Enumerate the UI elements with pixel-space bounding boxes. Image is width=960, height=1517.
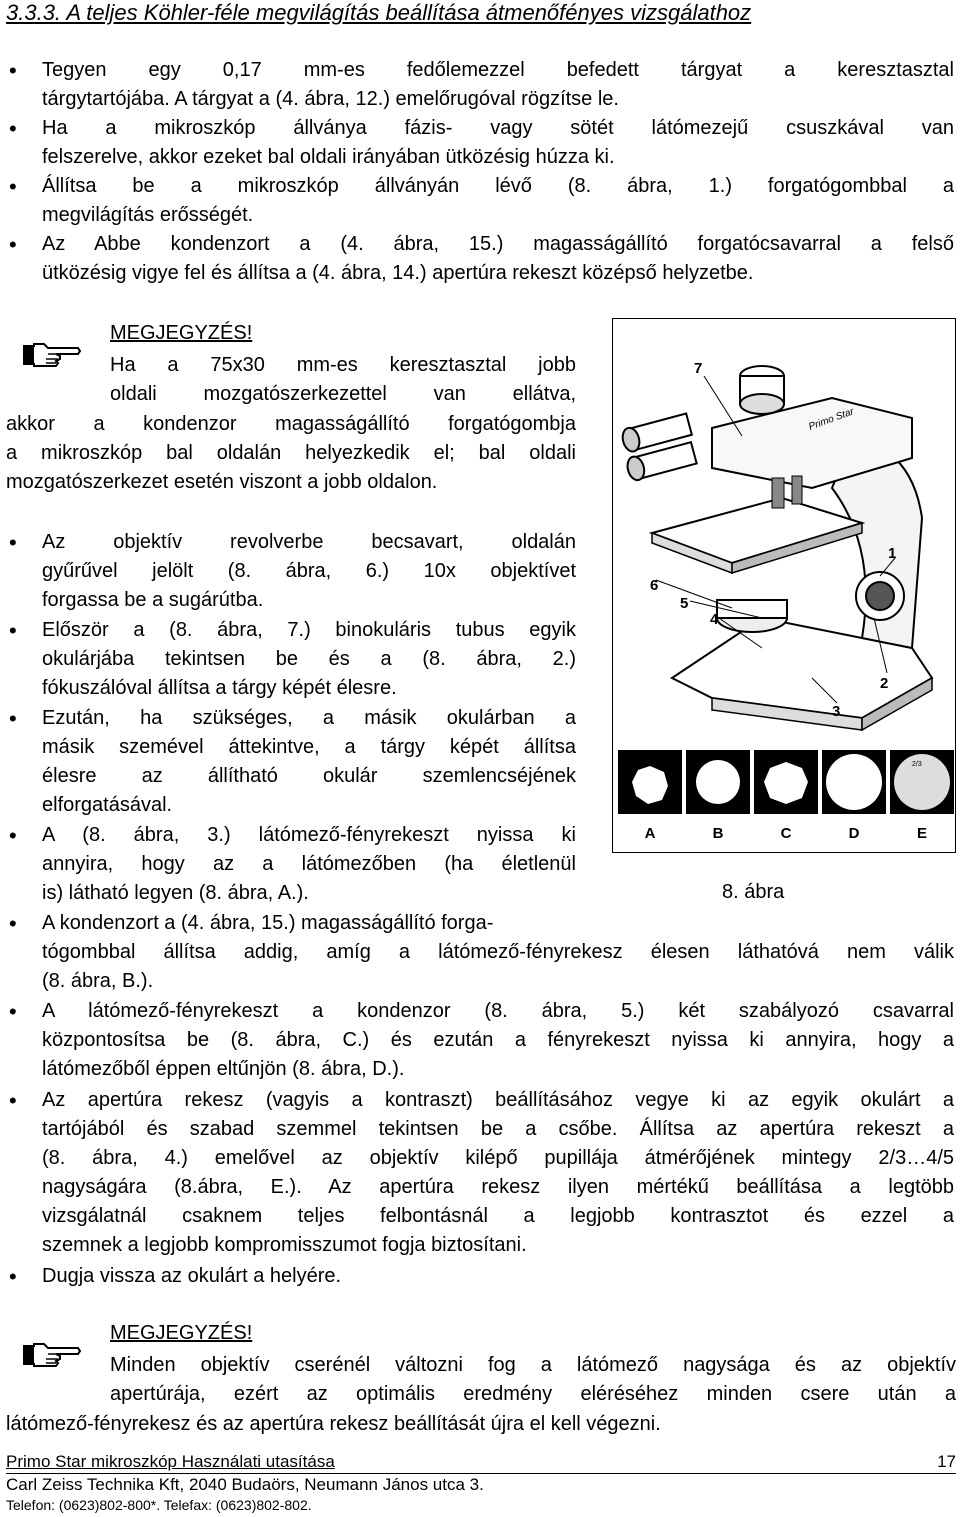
list-item-cont: vizsgálatnál csaknem teljes felbontásnál a legjobb kontrasztot és ezzel a	[42, 1205, 954, 1227]
panel-label: E	[916, 825, 928, 842]
callout-label: 3	[832, 703, 841, 720]
pointing-hand-icon	[22, 340, 82, 370]
list-item-cont: élesre az állítható okulár szemlencséjének	[42, 765, 576, 787]
callout-label: 4	[710, 611, 719, 628]
microscope-figure	[612, 318, 956, 853]
note-line: Ha a 75x30 mm-es keresztasztal jobb	[110, 354, 576, 376]
list-item-cont: (8. ábra, B.).	[42, 970, 154, 992]
list-item-cont: okulárjába tekintsen be és a (8. ábra, 2.)	[42, 648, 576, 670]
list-item-cont: felszerelve, akkor ezeket bal oldali irányában ütközésig húzza ki.	[42, 146, 615, 168]
list-item: • Az Abbe kondenzort a (4. ábra, 15.) magasságállító forgatócsavarral a felső	[42, 230, 954, 259]
footer-address: Carl Zeiss Technika Kft, 2040 Budaörs, Neumann János utca 3.	[6, 1475, 484, 1494]
list-item: • Dugja vissza az okulárt a helyére.	[42, 1262, 341, 1291]
section-heading: 3.3.3. A teljes Köhler-féle megvilágítás beállítása átmenőfényes vizsgálathoz	[6, 0, 752, 25]
note-line: apertúrája, ezért az optimális eredmény eléréséhez minden csere után a	[110, 1383, 956, 1405]
list-item-cont: gyűrűvel jelölt (8. ábra, 6.) 10x objektívet	[42, 560, 576, 582]
list-item-cont: tartójából és szabad szemmel tekintsen be a csőbe. Állítsa az apertúra rekeszt a	[42, 1118, 954, 1140]
list-item-cont: tárgytartójába. A tárgyat a (4. ábra, 12.) emelőrugóval rögzítse le.	[42, 88, 619, 110]
list-item-cont: központosítsa be (8. ábra, C.) és ezután a fényrekeszt nyissa ki annyira, hogy a	[42, 1029, 954, 1051]
list-item: • Ezután, ha szükséges, a másik okulárban a	[42, 704, 576, 733]
panel-label: D	[848, 825, 860, 842]
list-item: • Állítsa be a mikroszkóp állványán lévő (8. ábra, 1.) forgatógombbal a	[42, 172, 954, 201]
note-title: MEGJEGYZÉS!	[110, 1322, 253, 1344]
footer-line	[6, 1452, 956, 1472]
callout-label: 5	[680, 595, 689, 612]
microscope-drawing	[612, 318, 956, 853]
panel-label: B	[712, 825, 724, 842]
list-item: • Ha a mikroszkóp állványa fázis- vagy sötét látómezejű csuszkával van	[42, 114, 954, 143]
list-item: • Először a (8. ábra, 7.) binokuláris tubus egyik	[42, 616, 576, 645]
list-item: • A (8. ábra, 3.) látómező-fényrekeszt nyissa ki	[42, 821, 576, 850]
list-item-cont: tógombbal állítsa addig, amíg a látómező-fényrekesz élesen láthatóvá nem válik	[42, 941, 954, 963]
panel-e-label: 2/3	[912, 761, 922, 768]
list-item: • Az apertúra rekesz (vagyis a kontraszt) beállításához vegye ki az egyik okulárt a	[42, 1086, 954, 1115]
list-item-cont: annyira, hogy az a látómezőben (ha életlenül	[42, 853, 576, 875]
note-line: látómező-fényrekesz és az apertúra rekesz beállítását újra el kell végezni.	[6, 1413, 661, 1435]
field-panels	[618, 750, 954, 814]
note-line: oldali mozgatószerkezettel van ellátva,	[110, 383, 576, 405]
list-item: • Tegyen egy 0,17 mm-es fedőlemezzel befedett tárgyat a keresztasztal	[42, 56, 954, 85]
list-item-cont: látómezőből éppen eltűnjön (8. ábra, D.).	[42, 1058, 405, 1080]
callout-label: 1	[888, 545, 897, 562]
footer-divider	[6, 1473, 956, 1474]
panel-label: C	[780, 825, 792, 842]
callout-label: 7	[694, 360, 703, 377]
panel-label: A	[644, 825, 656, 842]
list-item: • A kondenzort a (4. ábra, 15.) magasságállító forga-	[42, 909, 493, 938]
footer-phone: Telefon: (0623)802-800*. Telefax: (0623)802-802.	[6, 1497, 312, 1513]
list-item: • Az objektív revolverbe becsavart, oldalán	[42, 528, 576, 557]
footer-title: Primo Star mikroszkóp Használati utasítása	[6, 1452, 335, 1471]
list-item-cont: megvilágítás erősségét.	[42, 204, 254, 226]
note-line: akkor a kondenzor magasságállító forgatógombja	[6, 413, 576, 435]
brand-label: Primo Star	[807, 406, 856, 433]
list-item-cont: szemnek a legjobb kompromisszumot fogja biztosítani.	[42, 1234, 527, 1256]
list-item-cont: nagyságára (8.ábra, E.). Az apertúra rekesz ilyen mértékű beállítása a legtöbb	[42, 1176, 954, 1198]
list-item-cont: ütközésig vigye fel és állítsa a (4. ábra, 14.) apertúra rekeszt középső helyzetbe.	[42, 262, 754, 284]
list-item: • A látómező-fényrekeszt a kondenzor (8. ábra, 5.) két szabályozó csavarral	[42, 997, 954, 1026]
list-item-cont: (8. ábra, 4.) emelővel az objektív kilépő pupillája átmérőjének mintegy 2/3…4/5	[42, 1147, 954, 1169]
callout-label: 6	[650, 577, 659, 594]
note-line: Minden objektív cserénél változni fog a látómező nagysága és az objektív	[110, 1354, 956, 1376]
note-line: mozgatószerkezet esetén viszont a jobb oldalon.	[6, 471, 438, 493]
list-item-cont: fókuszálóval állítsa a tárgy képét élesre.	[42, 677, 397, 699]
list-item-cont: elforgatásával.	[42, 794, 173, 816]
callout-label: 2	[880, 675, 889, 692]
list-item-cont: másik szemével áttekintve, a tárgy képét állítsa	[42, 736, 576, 758]
list-item-cont: forgassa be a sugárútba.	[42, 589, 264, 611]
note-line: a mikroszkóp bal oldalán helyezkedik el; bal oldali	[6, 442, 576, 464]
list-item-cont: is) látható legyen (8. ábra, A.).	[42, 882, 309, 904]
figure-caption: 8. ábra	[722, 881, 785, 903]
page-number: 17	[937, 1452, 956, 1471]
note-title: MEGJEGYZÉS!	[110, 322, 253, 344]
pointing-hand-icon	[22, 1340, 82, 1370]
